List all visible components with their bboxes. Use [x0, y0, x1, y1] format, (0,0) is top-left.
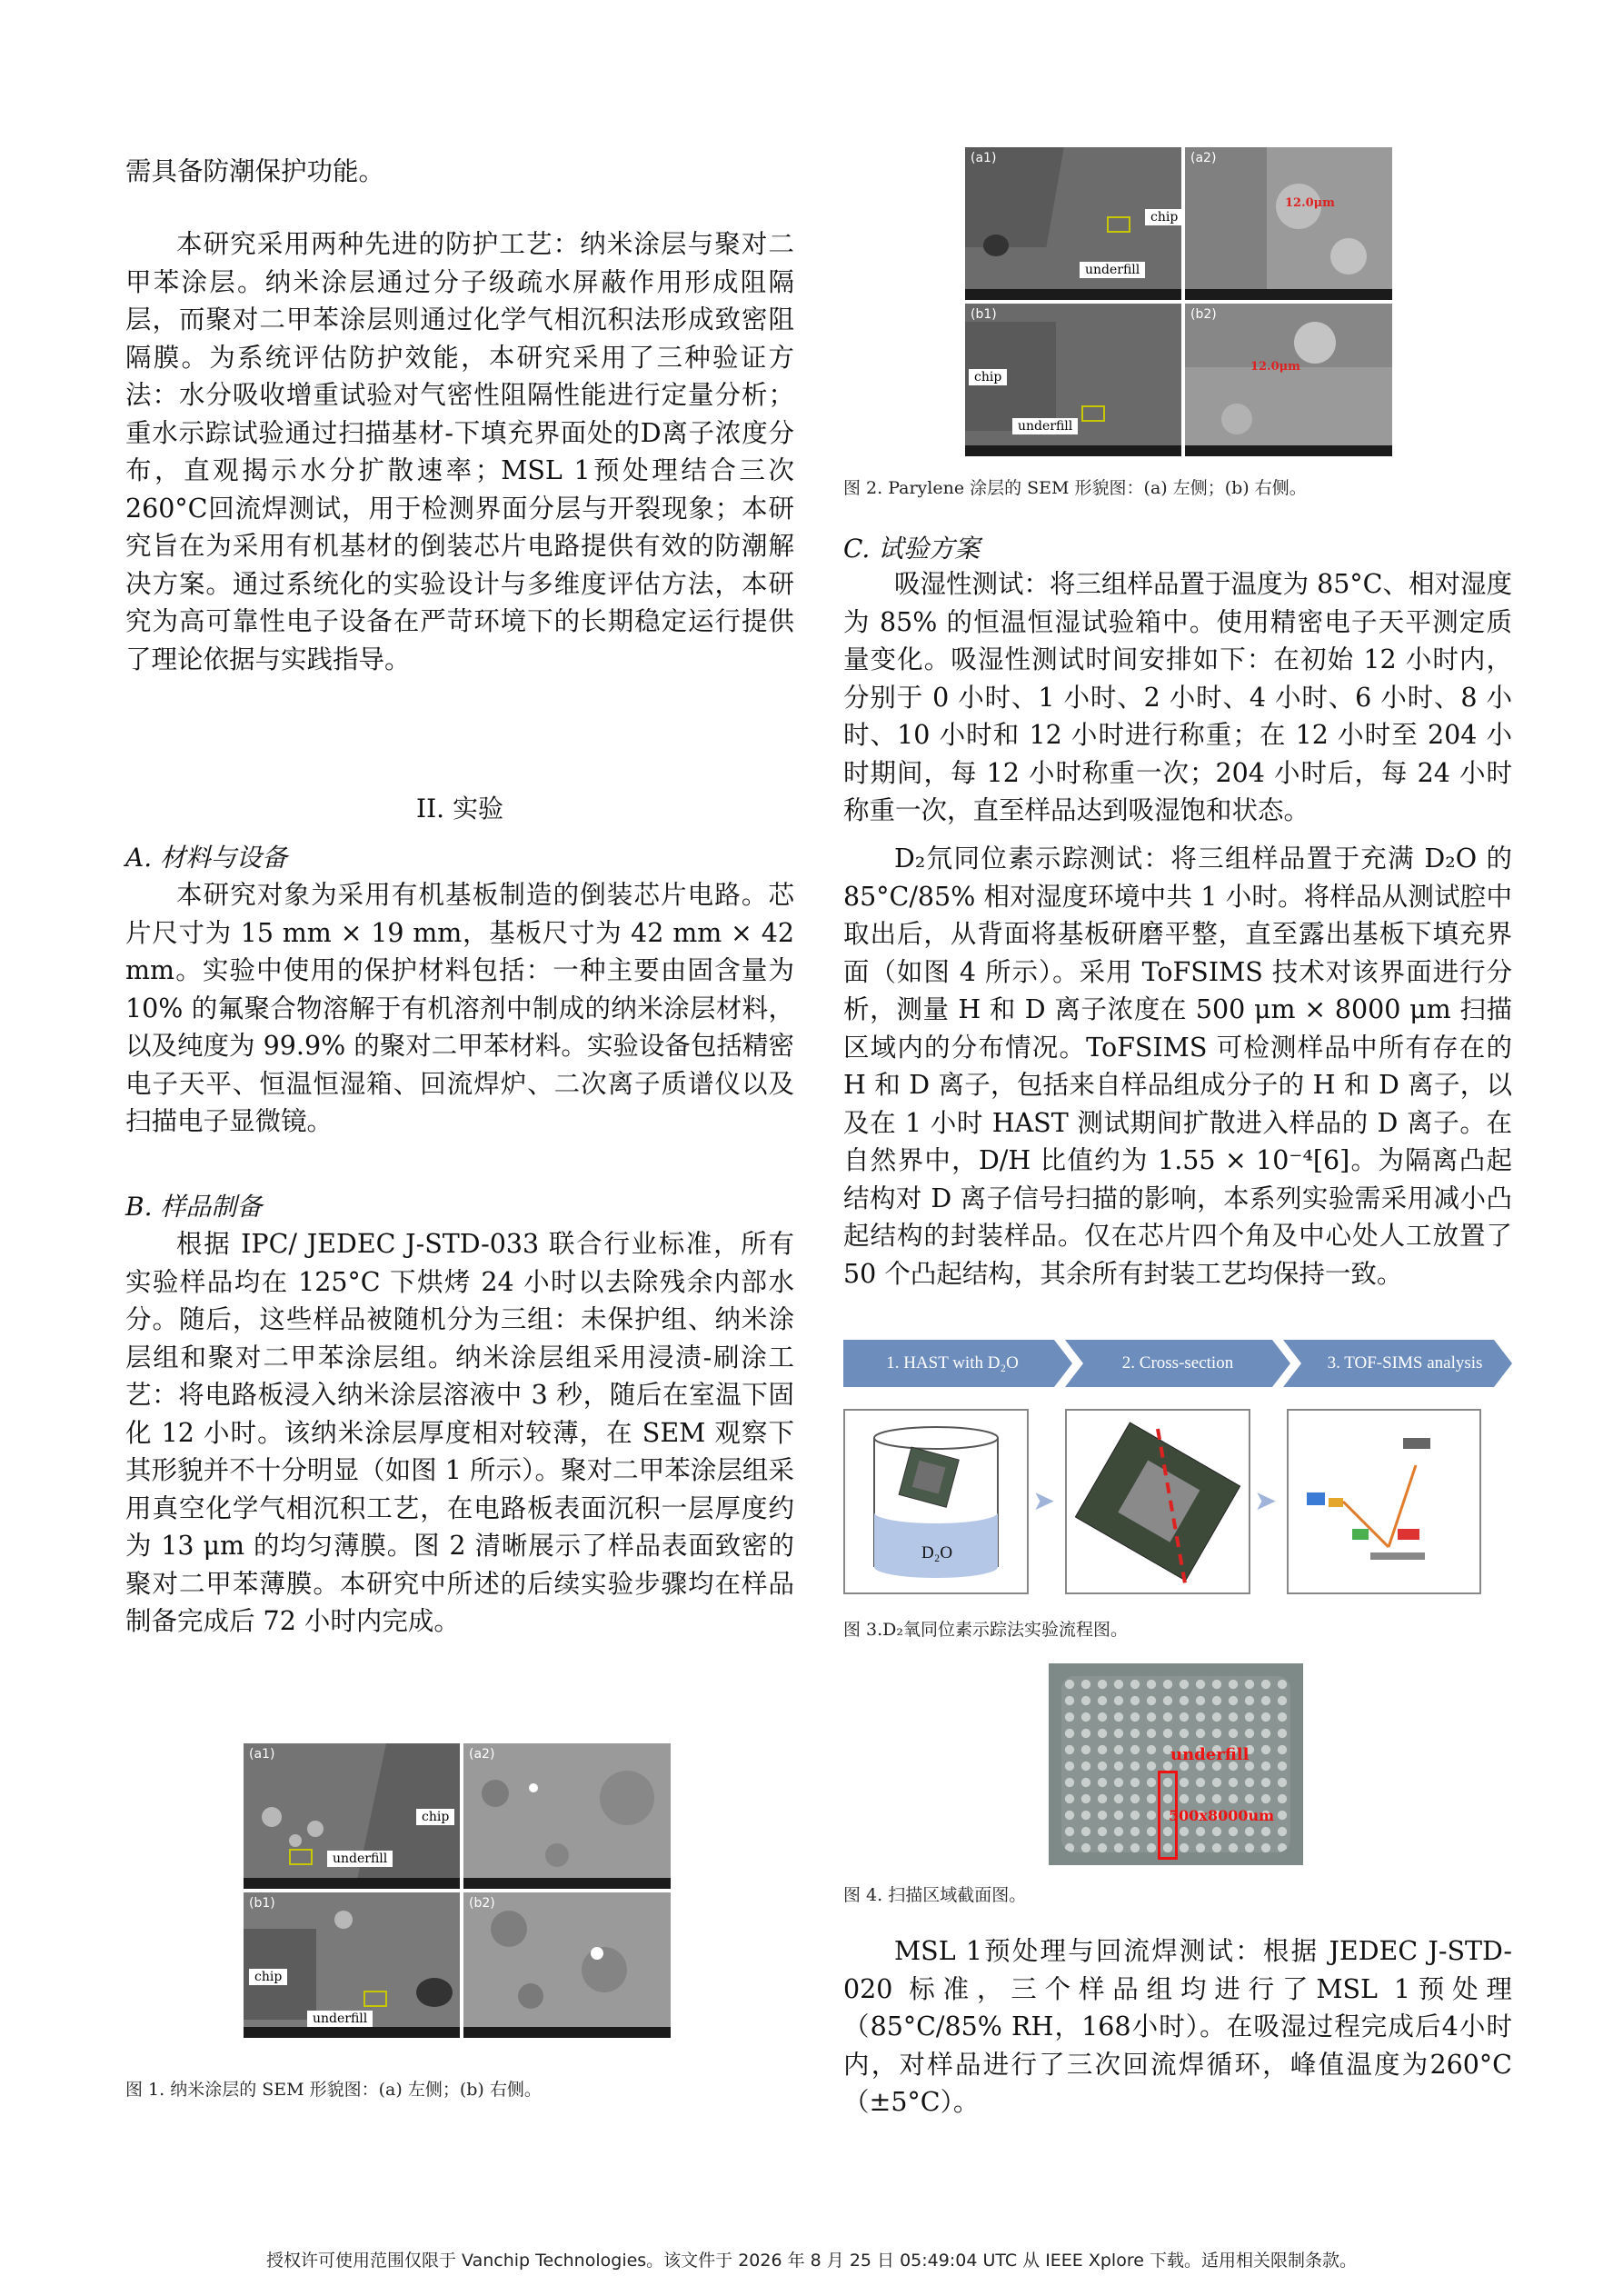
label-chip: chip	[416, 1809, 454, 1825]
license-footer: 授权许可使用范围仅限于 Vanchip Technologies。该文件于 2026 年 8 月 25 日 05:49:04 UTC 从 IEEE Xplore 下载。适用相关限制条款。	[266, 2251, 1357, 2271]
section-heading-experiment: II. 实验	[416, 794, 503, 824]
figure-1-caption: 图 1. 纳米涂层的 SEM 形貌图：(a) 左侧；(b) 右侧。	[125, 2080, 542, 2100]
panel-label-b2: (b2)	[469, 1896, 495, 1911]
panel-label-a1: (a1)	[249, 1747, 275, 1762]
cross-section-panel	[1065, 1409, 1250, 1594]
panel-label-a2: (a2)	[469, 1747, 495, 1762]
label-underfill: underfill	[1012, 418, 1078, 434]
sem-panel-b2	[463, 1892, 671, 2038]
chip-cross-section-illustration	[1067, 1411, 1249, 1592]
arrow-icon: ➤	[1254, 1485, 1278, 1517]
paragraph-materials: 本研究对象为采用有机基板制造的倒装芯片电路。芯片尺寸为 15 mm × 19 mm，基板尺寸为 42 mm × 42 mm。实验中使用的保护材料包括：一种主要由固含量为 10% 的氟聚合物溶解于有机溶剂中制成的纳米涂层材料，以及纯度为 99.9% 的聚对二甲苯材料。实验设备包括精密电子天平、恒温恒湿箱、回流焊炉、二次离子质谱仪以及扫描电子显微镜。	[125, 880, 794, 1136]
paragraph-msl-reflow: MSL 1预处理与回流焊测试：根据 JEDEC J-STD-020 标准，三个样品组均进行了MSL 1预处理（85°C/85% RH，168小时）。在吸湿过程完成后4小时内，对样品进行了三次回流焊循环，峰值温度为260°C（±5°C）。	[843, 1936, 1512, 2117]
scan-area-label: 500x8000um	[1169, 1807, 1275, 1824]
sem-panel-a2	[1185, 147, 1392, 300]
subsection-heading-materials: A. 材料与设备	[125, 843, 288, 873]
panel-label-b1: (b1)	[249, 1896, 275, 1911]
paragraph-moisture-absorption: 吸湿性测试：将三组样品置于温度为 85°C、相对湿度为 85% 的恒温恒湿试验箱中。使用精密电子天平测定质量变化。吸湿性测试时间安排如下：在初始 12 小时内，分别于 0 小时、1 小时、2 小时、4 小时、6 小时、8 小时、10 小时和 12 小时进行称重；在 12 小时至 204 小时期间，每 12 小时称重一次；204 小时后，每 24 小时称重一次，直至样品达到吸湿饱和状态。	[843, 569, 1512, 825]
subsection-heading-sample-prep: B. 样品制备	[125, 1192, 263, 1222]
thickness-annotation: 12.0μm	[1250, 360, 1300, 374]
d2o-label: D₂O	[921, 1543, 953, 1562]
figure-4-caption: 图 4. 扫描区域截面图。	[843, 1885, 1027, 1905]
label-chip: chip	[249, 1969, 287, 1985]
panel-label-b2: (b2)	[1190, 307, 1217, 322]
sem-panel-a2	[463, 1743, 671, 1889]
label-chip: chip	[1145, 209, 1181, 225]
hast-beaker-panel	[843, 1409, 1029, 1594]
beaker-illustration	[845, 1411, 1027, 1592]
sem-panel-b1	[965, 304, 1181, 456]
flow-step-cross-section: 2. Cross-section	[1121, 1353, 1234, 1373]
label-underfill: underfill	[327, 1851, 393, 1867]
figure-2-sem-parylene	[965, 147, 1392, 456]
label-chip: chip	[969, 369, 1007, 385]
paragraph-intro-end: 需具备防潮保护功能。	[125, 156, 385, 186]
flow-step-hast: 1. HAST with D₂O	[886, 1353, 1019, 1373]
label-underfill: underfill	[307, 2011, 373, 2027]
panel-label-a1: (a1)	[971, 151, 997, 165]
thickness-annotation: 12.0μm	[1285, 196, 1335, 210]
sem-panel-b1	[244, 1892, 460, 2038]
figure-3-flowchart	[843, 1340, 1512, 1603]
sem-panel-a1	[965, 147, 1181, 300]
subsection-heading-test-plan: C. 试验方案	[843, 534, 981, 564]
paragraph-sample-prep: 根据 IPC/ JEDEC J-STD-033 联合行业标准，所有实验样品均在 125°C 下烘烤 24 小时以去除残余内部水分。随后，这些样品被随机分为三组：未保护组、纳米涂层组和聚对二甲苯涂层组。纳米涂层组采用浸渍-刷涂工艺：将电路板浸入纳米涂层溶液中 3 秒，随后在室温下固化 12 小时。该纳米涂层厚度相对较薄，在 SEM 观察下其形貌并不十分明显（如图 1 所示）。聚对二甲苯涂层组采用真空化学气相沉积工艺，在电路板表面沉积一层厚度约为 13 μm 的均匀薄膜。图 2 清晰展示了样品表面致密的聚对二甲苯薄膜。本研究中所述的后续实验步骤均在样品制备完成后 72 小时内完成。	[125, 1229, 794, 1636]
tof-sims-panel	[1287, 1409, 1481, 1594]
tof-sims-instrument-illustration	[1289, 1411, 1479, 1592]
figure-2-caption: 图 2. Parylene 涂层的 SEM 形貌图：(a) 左侧；(b) 右侧。	[843, 478, 1307, 498]
paragraph-methods-overview: 本研究采用两种先进的防护工艺：纳米涂层与聚对二甲苯涂层。纳米涂层通过分子级疏水屏蔽作用形成阻隔层，而聚对二甲苯涂层则通过化学气相沉积法形成致密阻隔膜。为系统评估防护效能，本研究采用了三种验证方法：水分吸收增重试验对气密性阻隔性能进行定量分析；重水示踪试验通过扫描基材-下填充界面处的D离子浓度分布，直观揭示水分扩散速率；MSL 1预处理结合三次260°C回流焊测试，用于检测界面分层与开裂现象；本研究旨在为采用有机基材的倒装芯片电路提供有效的防潮解决方案。通过系统化的实验设计与多维度评估方法，本研究为高可靠性电子设备在严苛环境下的长期稳定运行提供了理论依据与实践指导。	[125, 229, 794, 674]
figure-1-sem-nano-coating	[244, 1743, 671, 2038]
figure-3-caption: 图 3.D₂氧同位素示踪法实验流程图。	[843, 1620, 1129, 1640]
arrow-icon: ➤	[1032, 1485, 1056, 1517]
paragraph-deuterium-tracer: D₂氘同位素示踪测试：将三组样品置于充满 D₂O 的 85°C/85% 相对湿度环境中共 1 小时。将样品从测试腔中取出后，从背面将基板研磨平整，直至露出基板下填充界面（如图 4 所示）。采用 ToFSIMS 技术对该界面进行分析，测量 H 和 D 离子浓度在 500 μm × 8000 μm 扫描区域内的分布情况。ToFSIMS 可检测样品中所有存在的 H 和 D 离子，包括来自样品组成分子的 H 和 D 离子，以及在 1 小时 HAST 测试期间扩散进入样品的 D 离子。在自然界中，D/H 比值约为 1.55 × 10⁻⁴[6]。为隔离凸起结构对 D 离子信号扫描的影响，本系列实验需采用减小凸起结构的封装样品。仅在芯片四个角及中心处人工放置了 50 个凸起结构，其余所有封装工艺均保持一致。	[843, 844, 1512, 1289]
flow-step-tof-sims: 3. TOF-SIMS analysis	[1327, 1353, 1483, 1373]
label-underfill: underfill	[1080, 262, 1145, 278]
sem-panel-a1	[244, 1743, 460, 1889]
panel-label-b1: (b1)	[971, 307, 997, 322]
figure-4-scan-area	[1049, 1663, 1303, 1865]
underfill-label: underfill	[1170, 1745, 1250, 1764]
panel-label-a2: (a2)	[1190, 151, 1217, 165]
sem-panel-b2	[1185, 304, 1392, 456]
